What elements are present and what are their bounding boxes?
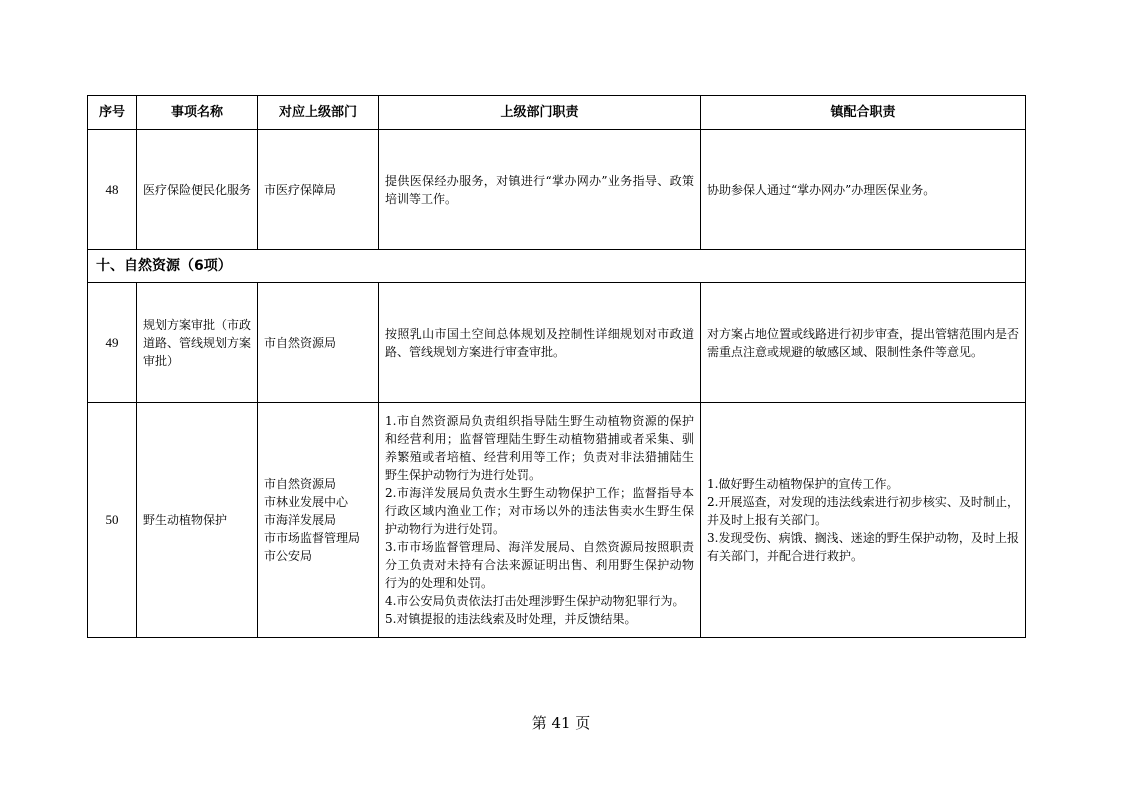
header-superior-duty: 上级部门职责 — [379, 96, 701, 130]
duty-item: 3.市市场监督管理局、海洋发展局、自然资源局按照职责分工负责对未持有合法来源证明出售、利用野生保护动物行为的处理和处罚。 — [385, 540, 694, 590]
row-item-name: 规划方案审批（市政道路、管线规划方案审批） — [137, 283, 258, 403]
table-row — [88, 130, 1026, 250]
dept-name: 市自然资源局 — [264, 335, 337, 350]
row-town-duty: 协助参保人通过“掌办网办”办理医保业务。 — [701, 130, 1026, 250]
duty-item: 2.开展巡查，对发现的违法线索进行初步核实、及时制止，并及时上报有关部门。 — [707, 495, 1019, 527]
row-superior-duty — [379, 403, 701, 638]
page-number: 第 41 页 — [531, 714, 591, 732]
header-item-name: 事项名称 — [137, 96, 258, 130]
duty-item: 2.市海洋发展局负责水生野生动物保护工作；监督指导本行政区域内渔业工作；对市场以外的违法售卖水生野生保护动物行为进行处罚。 — [385, 486, 694, 536]
row-superior-dept — [258, 130, 379, 250]
row-superior-duty: 提供医保经办服务，对镇进行“掌办网办”业务指导、政策培训等工作。 — [379, 130, 701, 250]
row-seq: 49 — [88, 283, 137, 403]
row-superior-duty: 按照乳山市国土空间总体规划及控制性详细规划对市政道路、管线规划方案进行审查审批。 — [379, 283, 701, 403]
duty-item: 3.发现受伤、病饿、搁浅、迷途的野生保护动物，及时上报有关部门，并配合进行救护。 — [707, 531, 1019, 563]
row-town-duty: 对方案占地位置或线路进行初步审查，提出管辖范围内是否需重点注意或规避的敏感区域、限制性条件等意见。 — [701, 283, 1026, 403]
row-town-duty — [701, 403, 1026, 638]
table-header-row — [88, 96, 1026, 130]
duty-item: 1.市自然资源局负责组织指导陆生野生动植物资源的保护和经营利用；监督管理陆生野生动植物猎捕或者采集、驯养繁殖或者培植、经营利用等工作；负责对非法猎捕陆生野生保护动物行为进行处罚。 — [385, 414, 694, 482]
section-title: 十、自然资源（6项） — [88, 250, 1026, 283]
dept-name: 市林业发展中心 — [264, 495, 349, 509]
header-seq: 序号 — [88, 96, 137, 130]
duty-item: 1.做好野生动植物保护的宣传工作。 — [707, 477, 899, 491]
header-town-duty: 镇配合职责 — [701, 96, 1026, 130]
duty-item: 4.市公安局负责依法打击处理涉野生保护动物犯罪行为。 — [385, 594, 685, 608]
table-row — [88, 283, 1026, 403]
duty-table — [87, 95, 1026, 638]
row-seq: 50 — [88, 403, 137, 638]
header-superior-dept: 对应上级部门 — [258, 96, 379, 130]
row-superior-dept — [258, 403, 379, 638]
dept-name: 市海洋发展局 — [264, 513, 337, 527]
row-item-name: 野生动植物保护 — [137, 403, 258, 638]
row-item-name: 医疗保险便民化服务 — [137, 130, 258, 250]
dept-name: 市市场监督管理局 — [264, 531, 361, 545]
dept-name: 市公安局 — [264, 549, 313, 563]
dept-name: 市医疗保障局 — [264, 182, 337, 197]
dept-name: 市自然资源局 — [264, 477, 337, 491]
section-row — [88, 250, 1026, 283]
row-superior-dept — [258, 283, 379, 403]
table-row — [88, 403, 1026, 638]
row-seq: 48 — [88, 130, 137, 250]
duty-item: 5.对镇提报的违法线索及时处理，并反馈结果。 — [385, 612, 637, 626]
